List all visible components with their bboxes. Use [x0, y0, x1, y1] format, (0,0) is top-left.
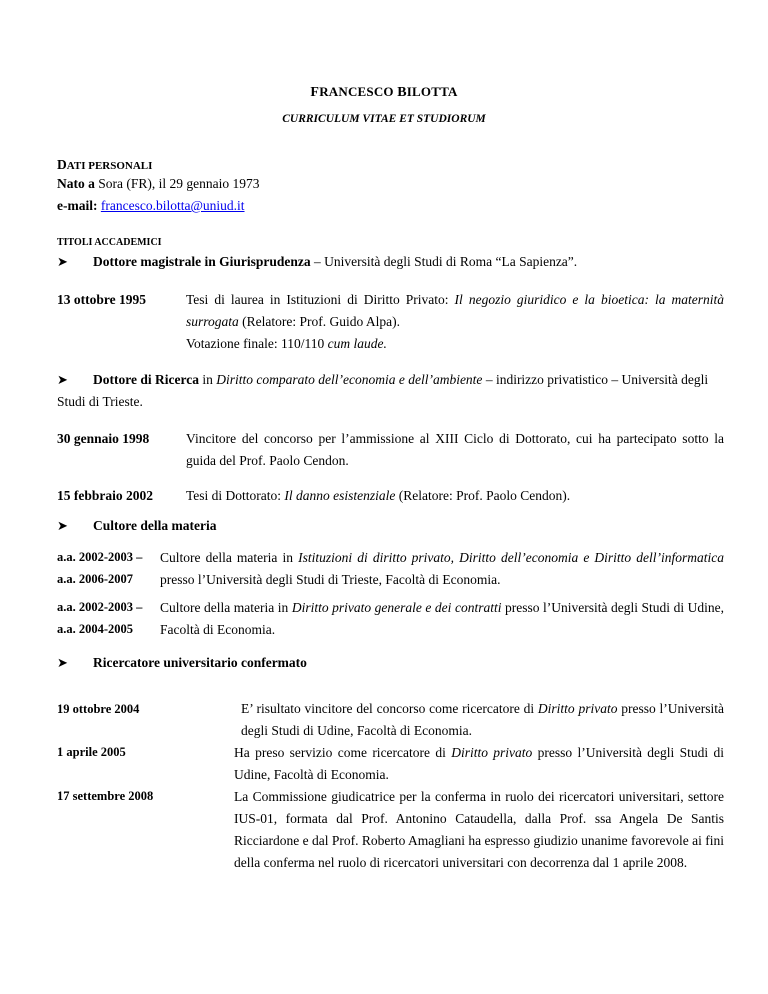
name-first-initial: F [310, 85, 320, 100]
arrowhead-bullet-icon: ➤ [57, 254, 68, 269]
cultore-udine [160, 597, 724, 641]
dottorato-thesis-text: Tesi di Dottorato: [186, 488, 285, 503]
person-name [0, 84, 768, 101]
laurea-thesis [186, 289, 724, 333]
email-label: e-mail: [57, 198, 98, 213]
cultore-title: Cultore della materia [93, 518, 217, 533]
date-ricercatore-2: 1 aprile 2005 [57, 745, 126, 759]
arrowhead-bullet-icon: ➤ [57, 655, 68, 670]
date-cultore-1a: a.a. 2002-2003 – [57, 550, 143, 564]
dottorato-field: Diritto comparato dell’economia e dell’ambiente [216, 372, 483, 387]
laurea-thesis-text: Tesi di laurea in Istituzioni di Diritto Privato: [186, 292, 455, 307]
date-cultore-1b: a.a. 2006-2007 [57, 572, 134, 586]
ricercatore-servizio [234, 742, 724, 786]
dottorato-title: Dottore di Ricerca [93, 372, 199, 387]
arrowhead-bullet-icon: ➤ [57, 372, 68, 387]
section-heading-titles: TITOLI ACCADEMICI [57, 237, 162, 248]
document-subtitle: CURRICULUM VITAE ET STUDIORUM [282, 113, 486, 125]
birth-line [57, 176, 260, 192]
list-item-laurea [57, 251, 724, 273]
laurea-grade [186, 333, 724, 355]
list-item-cultore [57, 515, 724, 537]
dottorato-thesis [186, 485, 724, 507]
name-last-rest: ILOTTA [406, 84, 458, 99]
ricercatore-servizio-subject: Diritto privato [451, 745, 533, 760]
cultore-trieste-end: presso l’Università degli Studi di Trieste, Facoltà di Economia. [160, 572, 501, 587]
dottorato-admission: Vincitore del concorso per l’ammissione al XIII Ciclo di Dottorato, cui ha partecipato sotto la guida del Prof. Paolo Cendon. [186, 431, 724, 468]
cultore-udine-text: Cultore della materia in [160, 600, 292, 615]
laurea-grade-text: Votazione finale: 110/110 [186, 336, 328, 351]
ricercatore-concorso [241, 698, 724, 742]
heading-initial: D [57, 157, 67, 172]
ricercatore-servizio-text: Ha preso servizio come ricercatore di [234, 745, 452, 760]
name-last-initial: B [397, 85, 407, 100]
cultore-udine-end: presso l’Università degli Studi di Udine, Facoltà di Economia. [160, 600, 724, 637]
date-ricercatore-3: 17 settembre 2008 [57, 789, 154, 803]
ricercatore-conferma: La Commissione giudicatrice per la conferma in ruolo dei ricercatori universitari, settore IUS-01, formata dal Prof. Antonino Cataudella, dalla Prof. ssa Angela De Santis Ricciardone e dal Prof. Roberto Amagliani ha espresso giudizio unanime favorevole ai fini della conferma nel ruolo di ricercatori universitari con decorrenza dal 1 aprile 2008. [234, 789, 724, 870]
ricercatore-concorso-end: presso l’Università degli Studi di Udine, Facoltà di Economia. [241, 701, 724, 738]
laurea-thesis-title: Il negozio giuridico e la bioetica: la maternità surrogata [186, 292, 725, 329]
cultore-udine-subject: Diritto privato generale e dei contratti [291, 600, 502, 615]
email-line [57, 198, 245, 214]
date-dottorato-2: 15 febbraio 2002 [57, 488, 153, 503]
date-cultore-2a: a.a. 2002-2003 – [57, 600, 143, 614]
ricercatore-concorso-text: E’ risultato vincitore del concorso come ricercatore di [241, 701, 538, 716]
date-ricercatore-1: 19 ottobre 2004 [57, 702, 140, 716]
cultore-trieste [160, 547, 724, 591]
section-heading-personal [57, 157, 152, 173]
date-cultore-2b: a.a. 2004-2005 [57, 622, 134, 636]
laurea-grade-honor: cum laude. [327, 336, 387, 351]
cultore-trieste-subjects: Istituzioni di diritto privato, Diritto dell’economia e Diritto dell’informatica [298, 550, 725, 565]
name-first-rest: RANCESCO [319, 84, 394, 99]
date-dottorato-1: 30 gennaio 1998 [57, 431, 150, 446]
laurea-thesis-end: (Relatore: Prof. Guido Alpa). [238, 314, 400, 329]
dottorato-in: in [198, 372, 217, 387]
list-item-ricercatore [57, 652, 724, 674]
laurea-rest: – Università degli Studi di Roma “La Sapienza”. [310, 254, 578, 269]
laurea-title: Dottore magistrale in Giurisprudenza [93, 254, 311, 269]
ricercatore-servizio-end: presso l’Università degli Studi di Udine, Facoltà di Economia. [234, 745, 724, 782]
birth-label: Nato a [57, 176, 95, 191]
arrowhead-bullet-icon: ➤ [57, 518, 68, 533]
dottorato-rest: – indirizzo privatistico – Università degli Studi di Trieste. [57, 372, 709, 409]
dottorato-thesis-title: Il danno esistenziale [284, 488, 396, 503]
birth-value: Sora (FR), il 29 gennaio 1973 [98, 176, 260, 191]
date-laurea: 13 ottobre 1995 [57, 292, 146, 307]
email-link[interactable]: francesco.bilotta@uniud.it [100, 198, 245, 213]
ricercatore-title: Ricercatore universitario confermato [93, 655, 307, 670]
ricercatore-concorso-subject: Diritto privato [537, 701, 618, 716]
list-item-dottorato [57, 369, 724, 413]
cultore-trieste-text: Cultore della materia in [160, 550, 299, 565]
dottorato-thesis-end: (Relatore: Prof. Paolo Cendon). [395, 488, 571, 503]
heading-rest: ATI PERSONALI [66, 160, 153, 172]
